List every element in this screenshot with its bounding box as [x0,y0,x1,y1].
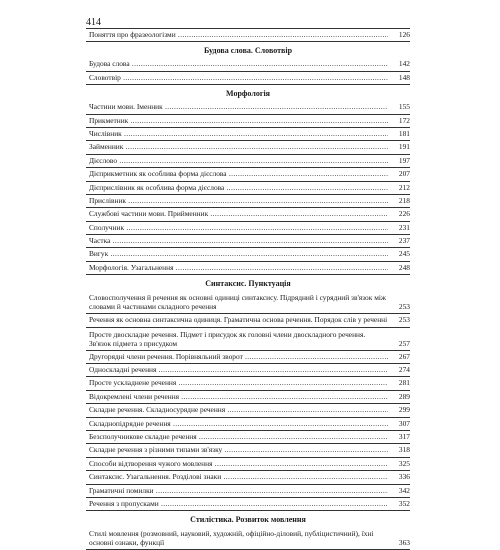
toc-entry-page: 281 [388,377,410,389]
toc-entry [86,182,410,195]
toc-entry-title: Просте двоскладне речення. Підмет і присудок як головні члени двоскладного речення. Зв'язок підмета з присудком [89,329,366,348]
toc-entry-title: Числівник ..... [89,128,388,140]
toc-entry-page: 253 [388,301,410,313]
toc-entry [86,72,410,85]
section-heading: Синтаксис. Пунктуація [205,278,291,288]
toc-entry [86,444,410,457]
toc-entry-page: 257 [388,338,410,350]
toc-entry-page: 317 [388,431,410,443]
toc-entry-title: Складнопідрядне речення ..... [89,418,388,430]
toc-entry [86,222,410,235]
toc-entry [86,141,410,154]
toc-entry [86,314,410,327]
toc-entry-page: 142 [388,58,410,70]
toc-entry-page: 267 [388,351,410,363]
toc-entry [86,29,410,42]
toc-entry-page: 237 [388,235,410,247]
toc-entry-title: Безсполучникове складне речення ..... [89,431,388,443]
toc-entry [86,101,410,114]
toc-entry-title: Дієслово ..... [89,155,388,167]
toc-entry-page: 325 [388,458,410,470]
section-heading: Стилістика. Розвиток мовлення [190,514,306,524]
toc-entry-page: 231 [388,222,410,234]
toc-entry-page: 289 [388,391,410,403]
toc-entry-title: Частини мови. Іменник ..... [89,101,388,113]
toc-entry-page: 336 [388,471,410,483]
toc-entry-page: 207 [388,168,410,180]
toc-entry-page: 226 [388,208,410,220]
toc-entry [86,235,410,248]
toc-entry-title: Частка ..... [89,235,388,247]
toc-entry [86,351,410,364]
section-heading: Будова слова. Словотвір [203,45,293,55]
toc-entry-page: 342 [388,485,410,497]
toc-entry-title: Синтаксис. Узагальнення. Розділові знаки ..... [89,471,388,483]
toc-entry-title: Сполучник ..... [89,222,388,234]
toc-entry [86,458,410,471]
toc-entry-page: 318 [388,444,410,456]
page-number: 414 [86,17,101,28]
toc-entry-title: Способи відтворення чужого мовлення ..... [89,458,388,470]
toc-entry-page: 126 [388,29,410,41]
toc-entry-page: 274 [388,364,410,376]
toc-entry-page: 363 [388,537,410,549]
toc-entry-page: 197 [388,155,410,167]
toc-entry [86,208,410,221]
toc-entry-page: 181 [388,128,410,140]
toc-entry-title: Прикметник ..... [89,115,388,127]
toc-entry [86,155,410,168]
toc-entry [86,262,410,275]
toc-entry [86,128,410,141]
toc-entry [86,168,410,181]
toc-entry-title: Граматичні помилки ..... [89,485,388,497]
toc-entry [86,391,410,404]
toc-entry-title: Будова слова ..... [89,58,388,70]
toc-entry [86,471,410,484]
toc-entry-title: Просте ускладнене речення ..... [89,377,388,389]
toc-entry [86,485,410,498]
toc-entry-page: 212 [388,182,410,194]
toc-entry-page: 248 [388,262,410,274]
toc-entry-title: Односкладні речення ..... [89,364,388,376]
toc-entry-title: Складне речення. Складносурядне речення ..... [89,404,388,416]
toc-entry-page: 172 [388,115,410,127]
toc-entry-title: Вигук ..... [89,248,388,260]
toc-entry [86,248,410,261]
toc-entry-page: 191 [388,141,410,153]
toc-entry [86,328,410,351]
table-of-contents [86,28,410,550]
toc-entry-title: Займенник ..... [89,141,388,153]
toc-entry-page: 307 [388,418,410,430]
toc-entry [86,431,410,444]
toc-entry-title: Речення як основна синтаксична одиниця. Граматична основа речення. Порядок слів у реченні ..... [89,314,388,326]
toc-entry-title: Поняття про фразеологізми ..... [89,29,388,41]
toc-entry-page: 155 [388,101,410,113]
toc-entry-title: Речення з пропусками ..... [89,498,388,510]
toc-entry [86,115,410,128]
toc-entry-title: Словотвір ..... [89,72,388,84]
toc-entry-page: 245 [388,248,410,260]
section-heading: Морфологія [226,88,270,98]
toc-entry [86,364,410,377]
toc-entry [86,58,410,71]
toc-entry [86,377,410,390]
toc-entry-title: Дієприкметник як особлива форма дієслова ..... [89,168,388,180]
toc-entry-title: Морфологія. Узагальнення ..... [89,262,388,274]
toc-entry-title: Дієприслівник як особлива форма дієслова ..... [89,182,388,194]
toc-entry-title: Другорядні члени речення. Порівняльний зворот ..... [89,351,388,363]
toc-entry [86,418,410,431]
toc-entry-page: 148 [388,72,410,84]
toc-entry [86,404,410,417]
toc-entry [86,527,410,550]
toc-entry-title: Відокремлені члени речення ..... [89,391,388,403]
toc-entry-page: 218 [388,195,410,207]
toc-entry [86,291,410,314]
toc-entry-title: Стилі мовлення (розмовний, науковий, художній, офіційно-діловий, публіцистичний), їхні основні ознаки, функції [89,529,374,548]
toc-entry-title: Словосполучення й речення як основні одиниці синтаксису. Підрядний і сурядний зв'язок між словами й частинами складного речення [89,293,387,312]
toc-entry-title: Складне речення з різними типами зв'язку ..... [89,444,388,456]
toc-entry [86,195,410,208]
toc-entry-page: 299 [388,404,410,416]
toc-entry-title: Службові частини мови. Прийменник ..... [89,208,388,220]
toc-entry-page: 253 [388,314,410,326]
toc-entry-title: Прислівник ..... [89,195,388,207]
toc-entry-page: 352 [388,498,410,510]
